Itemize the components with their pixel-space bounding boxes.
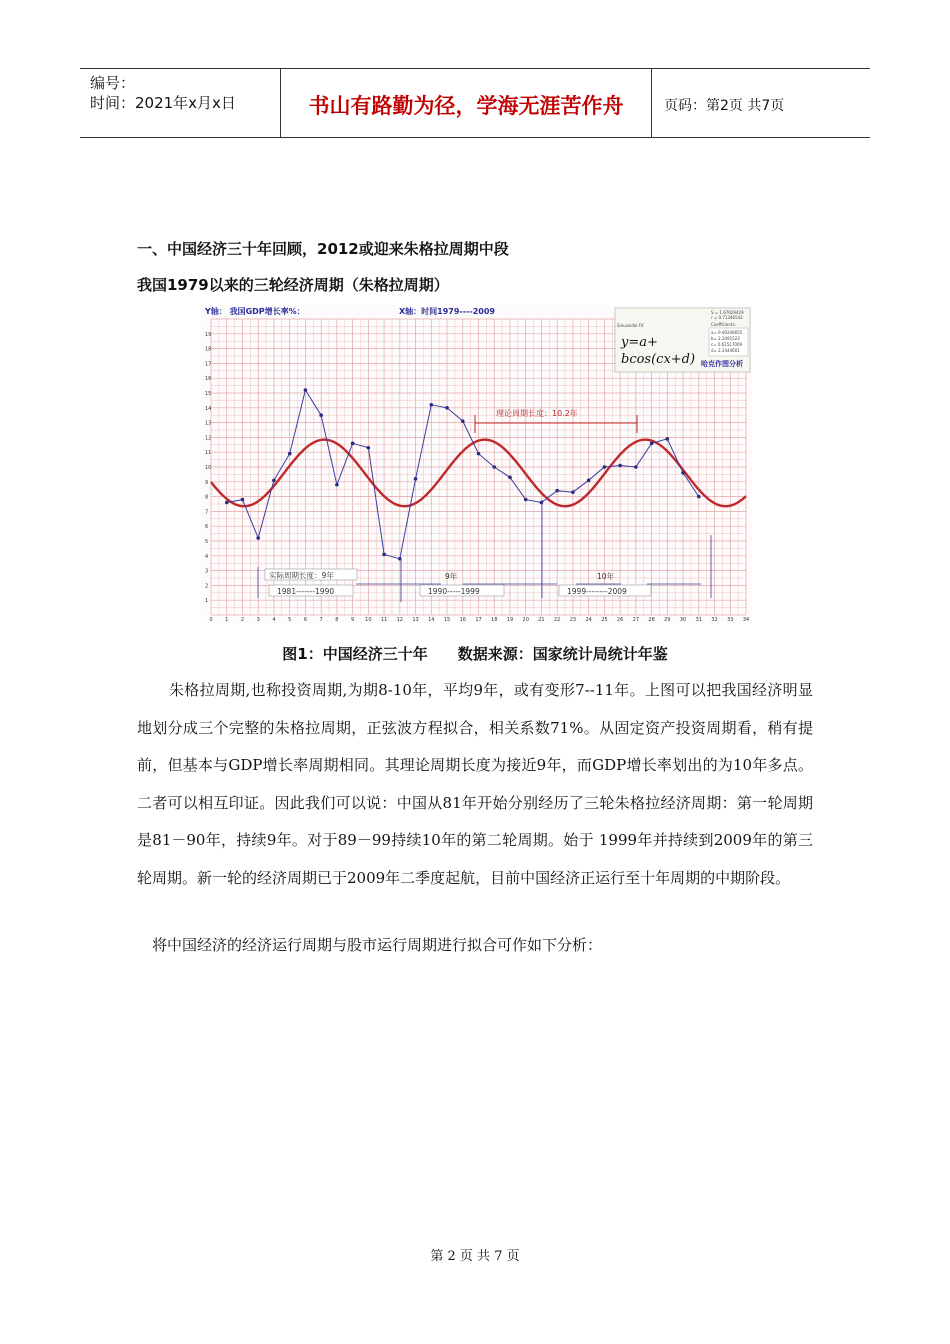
x-tick-label: 3	[256, 617, 260, 623]
y-tick-label: 5	[205, 539, 209, 545]
data-point	[351, 442, 355, 446]
x-tick-label: 18	[491, 617, 498, 623]
data-point	[335, 483, 339, 487]
x-tick-label: 11	[380, 617, 388, 623]
data-point	[414, 477, 418, 481]
x-tick-label: 32	[711, 617, 718, 623]
data-point	[618, 464, 622, 468]
data-point	[367, 446, 371, 450]
y-tick-label: 18	[205, 346, 212, 353]
fit-coeff-title: Coefficients:	[711, 322, 736, 327]
fit-stat-r: r = 0.71346543	[711, 315, 743, 320]
caption-source: 数据来源：国家统计局统计年鉴	[457, 645, 668, 663]
data-point	[555, 489, 559, 493]
x-tick-label: 2	[240, 617, 245, 623]
y-tick-label: 19	[205, 331, 212, 338]
data-point	[571, 490, 575, 494]
data-point	[461, 419, 465, 423]
header-page-code: 页码：第2页 共7页	[664, 98, 785, 114]
data-point	[634, 465, 638, 469]
y-tick-label: 16	[205, 376, 212, 383]
cycle2-length: 9年	[445, 572, 458, 581]
x-tick-label: 28	[648, 617, 655, 623]
cycle2-range: 1990-----1999	[428, 587, 480, 596]
x-tick-labels	[209, 617, 749, 623]
x-tick-label: 24	[585, 617, 592, 623]
fit-coeff-c: c= 0.61517009	[711, 342, 742, 347]
y-tick-label: 11	[205, 450, 212, 457]
y-tick-label: 4	[205, 553, 209, 560]
data-point	[445, 406, 449, 410]
x-tick-label: 12	[396, 617, 404, 623]
data-point	[492, 465, 496, 469]
fit-formula-top: y=a+	[621, 335, 658, 350]
data-point	[429, 403, 433, 407]
x-tick-label: 25	[601, 617, 608, 623]
cycle3-range: 1999--------2009	[567, 587, 627, 596]
data-point	[225, 501, 229, 505]
header-motto: 书山有路勤为径，学海无涯苦作舟	[280, 69, 652, 137]
x-tick-label: 1	[225, 617, 229, 623]
y-axis-label: Y轴： 我国GDP增长率%：	[205, 307, 305, 316]
data-point	[650, 442, 654, 446]
figure-heading: 我国1979以来的三轮经济周期（朱格拉周期）	[137, 276, 449, 294]
y-tick-label: 7	[205, 509, 209, 516]
data-point	[666, 437, 670, 441]
x-tick-label: 0	[209, 617, 213, 623]
x-tick-label: 15	[443, 617, 451, 623]
x-tick-label: 6	[303, 617, 308, 623]
y-tick-label: 3	[205, 568, 209, 575]
fit-coeff-a: a= 9.49246655	[711, 330, 743, 335]
x-tick-label: 31	[695, 617, 702, 623]
y-tick-label: 9	[205, 479, 209, 486]
x-tick-label: 30	[679, 617, 687, 623]
data-point	[681, 471, 685, 475]
data-point	[508, 476, 512, 480]
x-axis-label: X轴：时间1979----2009	[399, 307, 495, 316]
section-heading: 一、中国经济三十年回顾，2012或迎来朱格拉周期中段	[137, 240, 509, 258]
fit-formula-bottom: bcos(cx+d)	[621, 352, 696, 367]
y-tick-label: 12	[205, 435, 212, 442]
x-tick-label: 34	[742, 617, 750, 623]
cycle1-range: 1981-------1990	[277, 587, 335, 596]
x-tick-label: 23	[569, 617, 577, 623]
header-meta	[80, 69, 280, 137]
page-header	[80, 68, 870, 138]
x-tick-label: 13	[412, 617, 419, 623]
data-point	[272, 479, 276, 483]
data-point	[697, 495, 701, 499]
fit-coeff-b: b= 2.2491523	[711, 336, 740, 341]
x-tick-label: 22	[553, 617, 561, 623]
fit-stat-s: S = 1.67629429	[711, 310, 744, 315]
y-tick-label: 10	[205, 465, 212, 471]
data-point	[477, 452, 481, 456]
data-point	[288, 452, 292, 456]
y-tick-label: 15	[205, 391, 212, 397]
number-label: 编号：	[90, 74, 136, 92]
x-tick-label: 14	[428, 617, 435, 623]
x-tick-label: 9	[351, 617, 355, 623]
body-paragraph-2: 将中国经济的经济运行周期与股市运行周期进行拟合可作如下分析：	[152, 936, 603, 954]
y-tick-label: 6	[205, 524, 209, 531]
x-tick-label: 17	[475, 617, 482, 623]
fit-box-title: Sinusoidal Fit	[617, 323, 644, 328]
data-point	[603, 465, 607, 469]
y-tick-label: 13	[205, 420, 212, 427]
y-tick-label: 14	[205, 405, 212, 412]
x-tick-label: 21	[538, 617, 545, 623]
x-tick-label: 33	[727, 617, 734, 623]
x-tick-label: 27	[632, 617, 640, 623]
data-point	[524, 498, 528, 502]
x-tick-label: 16	[459, 617, 466, 623]
data-point	[540, 501, 544, 505]
data-point	[587, 479, 591, 483]
fit-coeff-d: d= 2.2444601	[711, 348, 740, 353]
theory-period-label: 理论周期长度：10.2年	[496, 409, 578, 418]
fit-formula-box	[615, 308, 750, 372]
data-point	[256, 536, 260, 540]
x-tick-label: 10	[365, 617, 372, 623]
x-tick-label: 26	[616, 617, 624, 623]
x-tick-label: 29	[664, 617, 671, 623]
x-tick-label: 8	[335, 617, 339, 623]
x-tick-label: 7	[319, 617, 323, 623]
x-tick-label: 20	[522, 617, 529, 623]
data-point	[304, 388, 308, 392]
figure-caption	[0, 643, 950, 664]
cycle3-length: 10年	[597, 572, 615, 581]
gdp-cycle-chart	[201, 305, 752, 623]
y-tick-label: 17	[205, 361, 212, 368]
x-tick-label: 4	[272, 617, 276, 623]
x-tick-label: 5	[288, 617, 292, 623]
data-point	[319, 413, 323, 417]
body-paragraph: 朱格拉周期,也称投资周期,为期8-10年，平均9年，或有变形7--11年。上图可以把我国经济明显地划分成三个完整的朱格拉周期，正弦波方程拟合，相关系数71%。从固定资产投资周期看，稍有提前，但基本与GDP增长率周期相同。其理论周期长度为接近9年，而GDP增长率划出的为10年多点。二者可以相互印证。因此我们可以说：中国从81年开始分别经历了三轮朱格拉经济周期：第一轮周期是81－90年，持续9年。对于89－99持续10年的第二轮周期。始于 1999年并持续到2009年的第三轮周期。新一轮的经济周期已于2009年二季度起航，目前中国经济正运行至十年周期的中期阶段。	[137, 681, 813, 887]
page-footer: 第 2 页 共 7 页	[430, 1249, 520, 1264]
y-tick-label: 1	[205, 598, 209, 605]
data-point	[241, 498, 245, 502]
y-tick-label: 8	[205, 494, 209, 501]
caption-title: 图1：中国经济三十年	[282, 645, 428, 663]
fit-tool-label: 哈克作图分析	[701, 360, 743, 368]
y-tick-label: 2	[205, 583, 209, 590]
data-point	[382, 553, 386, 557]
x-tick-label: 19	[506, 617, 514, 623]
actual-period-label: 实际周期长度：9年	[269, 571, 334, 580]
time-label: 时间：2021年x月x日	[90, 94, 236, 112]
